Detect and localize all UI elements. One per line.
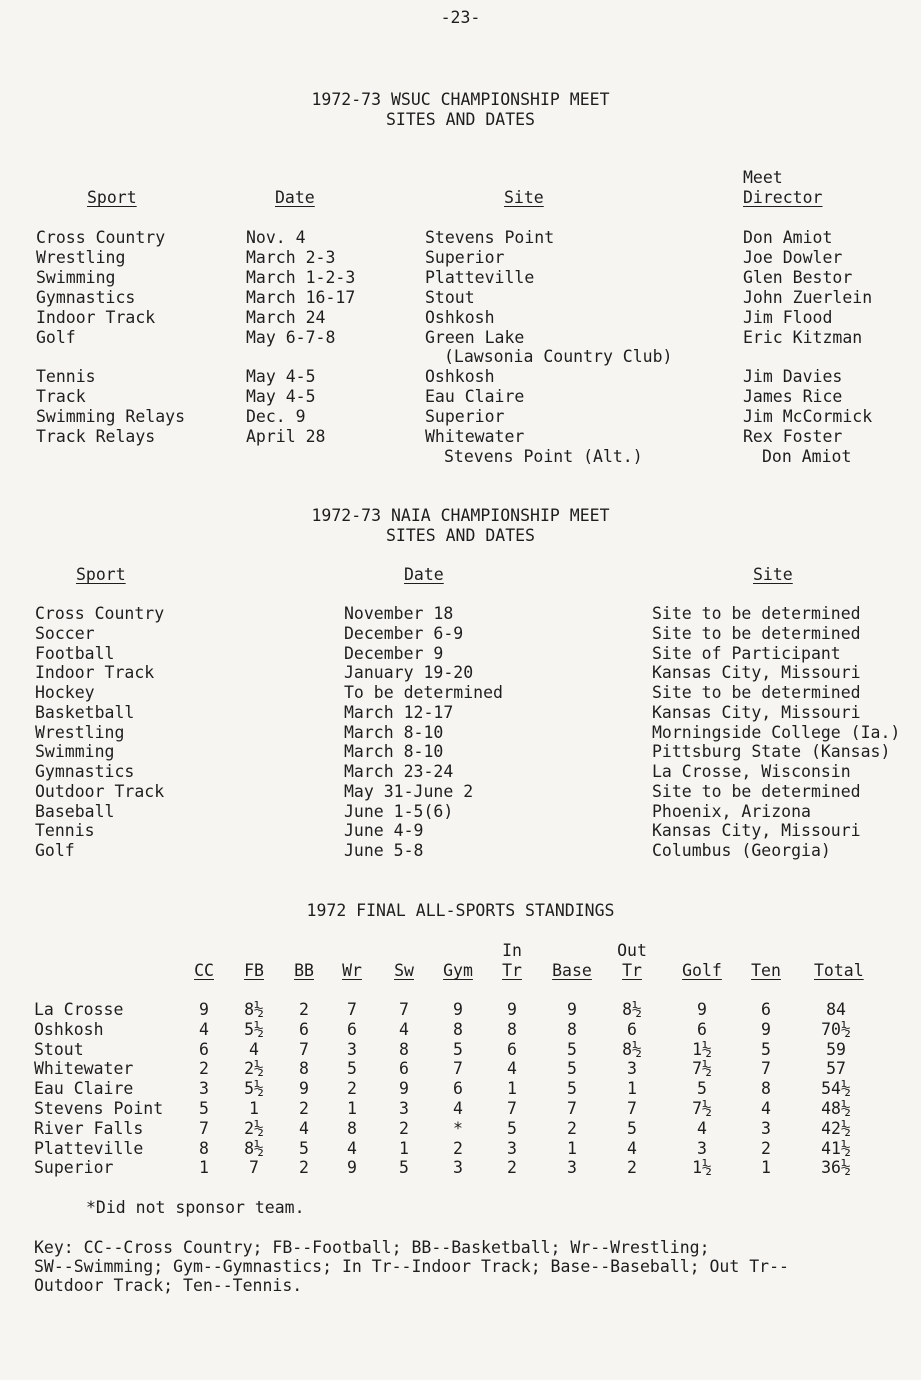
naia-sport-cell: Basketball bbox=[35, 702, 135, 722]
naia-site-cell: Site to be determined bbox=[652, 623, 861, 643]
wsuc-site-cell: Superior bbox=[425, 247, 505, 267]
score-cell: 5 bbox=[627, 1118, 637, 1138]
score-cell: 5 bbox=[567, 1039, 577, 1059]
score-cell: 7 bbox=[761, 1059, 771, 1079]
score-cell: 5 bbox=[347, 1059, 357, 1079]
score-cell: 7½ bbox=[692, 1099, 712, 1118]
score-cell: 6 bbox=[453, 1079, 463, 1099]
naia-date-cell: December 9 bbox=[344, 643, 444, 663]
score-cell: 9 bbox=[761, 1019, 771, 1039]
score-cell: 6 bbox=[627, 1019, 637, 1039]
wsuc-director-cell: Eric Kitzman bbox=[743, 327, 863, 347]
wsuc-subtitle: SITES AND DATES bbox=[385, 110, 535, 129]
wsuc-sport-cell: Golf bbox=[36, 327, 76, 347]
wsuc-site-cell: Whitewater bbox=[425, 427, 525, 446]
wsuc-date-cell: March 24 bbox=[246, 307, 326, 327]
wsuc-director-cell: Glen Bestor bbox=[743, 267, 853, 287]
score-cell: 1½ bbox=[692, 1039, 712, 1059]
wsuc-sport-cell: Swimming Relays bbox=[36, 407, 186, 427]
naia-header-date: Date bbox=[404, 565, 444, 584]
score-cell: 7 bbox=[627, 1099, 637, 1118]
standings-header-top: Out bbox=[617, 941, 647, 960]
table-row bbox=[0, 308, 921, 328]
score-cell: 3 bbox=[399, 1099, 409, 1118]
standings-header: BB bbox=[294, 961, 314, 980]
wsuc-date-cell: Dec. 9 bbox=[246, 407, 306, 427]
naia-date-cell: March 23-24 bbox=[344, 762, 454, 781]
score-cell: 59 bbox=[826, 1039, 846, 1059]
standings-header: Gym bbox=[443, 961, 473, 980]
score-cell: 1 bbox=[399, 1138, 409, 1158]
table-row bbox=[0, 1000, 921, 1020]
standings-header: CC bbox=[194, 961, 214, 980]
score-cell: 3 bbox=[761, 1118, 771, 1138]
wsuc-date-cell: May 4-5 bbox=[246, 387, 316, 407]
score-cell: 8½ bbox=[244, 1138, 264, 1158]
table-row bbox=[0, 367, 921, 387]
wsuc-sport-cell: Track bbox=[36, 387, 86, 407]
naia-header-sport: Sport bbox=[76, 565, 126, 584]
score-cell: 1 bbox=[627, 1079, 637, 1099]
naia-site-cell: Columbus (Georgia) bbox=[652, 841, 831, 860]
score-cell: 84 bbox=[826, 1000, 846, 1019]
score-cell: * bbox=[453, 1118, 463, 1138]
score-cell: 4 bbox=[507, 1059, 517, 1079]
score-cell: 3 bbox=[199, 1079, 209, 1099]
wsuc-director-cell: Don Amiot bbox=[743, 228, 833, 247]
school-name: Superior bbox=[34, 1158, 114, 1178]
standings-header: Sw bbox=[394, 961, 414, 980]
score-cell: 3 bbox=[347, 1039, 357, 1059]
table-row bbox=[0, 1158, 921, 1178]
naia-sport-cell: Wrestling bbox=[35, 722, 125, 742]
score-cell: 6 bbox=[399, 1059, 409, 1079]
table-row bbox=[0, 387, 921, 407]
naia-subtitle: SITES AND DATES bbox=[385, 526, 535, 545]
score-cell: 9 bbox=[399, 1079, 409, 1099]
score-cell: 1 bbox=[347, 1099, 357, 1118]
wsuc-sport-cell: Tennis bbox=[36, 367, 96, 387]
naia-date-cell: January 19-20 bbox=[344, 663, 474, 683]
naia-date-cell: March 8-10 bbox=[344, 742, 444, 762]
score-cell: 7 bbox=[249, 1158, 259, 1178]
school-name: Eau Claire bbox=[34, 1079, 134, 1099]
score-cell: 5½ bbox=[244, 1019, 264, 1039]
key-line-2: SW--Swimming; Gym--Gymnastics; In Tr--Indoor Track; Base--Baseball; Out Tr-- bbox=[34, 1257, 789, 1276]
table-row bbox=[0, 644, 921, 664]
table-row bbox=[0, 762, 921, 782]
naia-site-cell: Kansas City, Missouri bbox=[652, 663, 861, 683]
score-cell: 1 bbox=[567, 1138, 577, 1158]
score-cell: 48½ bbox=[821, 1099, 851, 1118]
score-cell: 8 bbox=[507, 1019, 517, 1039]
score-cell: 6 bbox=[697, 1019, 707, 1039]
wsuc-date-cell: March 2-3 bbox=[246, 247, 336, 267]
table-row bbox=[0, 1099, 921, 1119]
score-cell: 7 bbox=[399, 1000, 409, 1019]
school-name: River Falls bbox=[34, 1118, 144, 1138]
wsuc-header-date: Date bbox=[275, 188, 315, 207]
score-cell: 6 bbox=[347, 1019, 357, 1039]
naia-date-cell: December 6-9 bbox=[344, 623, 464, 643]
naia-site-cell: Kansas City, Missouri bbox=[652, 702, 861, 722]
naia-sport-cell: Swimming bbox=[35, 742, 115, 762]
score-cell: 4 bbox=[761, 1099, 771, 1118]
table-row bbox=[0, 1079, 921, 1099]
score-cell: 9 bbox=[697, 1000, 707, 1019]
naia-site-cell: Morningside College (Ia.) bbox=[652, 722, 901, 742]
wsuc-sport-cell: Track Relays bbox=[36, 427, 156, 446]
table-row bbox=[0, 1020, 921, 1040]
naia-site-cell: Site of Participant bbox=[652, 643, 841, 663]
standings-header: Wr bbox=[342, 961, 362, 980]
score-cell: 2 bbox=[627, 1158, 637, 1178]
score-cell: 9 bbox=[507, 1000, 517, 1019]
key-line-1: Key: CC--Cross Country; FB--Football; BB--Basketball; Wr--Wrestling; bbox=[34, 1238, 710, 1257]
wsuc-sport-cell: Gymnastics bbox=[36, 287, 136, 307]
score-cell: 8 bbox=[399, 1039, 409, 1059]
table-row bbox=[0, 347, 921, 367]
naia-title: 1972-73 NAIA CHAMPIONSHIP MEET bbox=[311, 506, 610, 525]
naia-sport-cell: Football bbox=[35, 643, 115, 663]
naia-sport-cell: Baseball bbox=[35, 801, 115, 821]
score-cell: 2 bbox=[299, 1158, 309, 1178]
score-cell: 1 bbox=[249, 1099, 259, 1118]
naia-date-cell: March 12-17 bbox=[344, 702, 454, 722]
score-cell: 4 bbox=[347, 1138, 357, 1158]
score-cell: 8 bbox=[199, 1138, 209, 1158]
score-cell: 6 bbox=[507, 1039, 517, 1059]
naia-date-cell: November 18 bbox=[344, 604, 454, 623]
score-cell: 7 bbox=[507, 1099, 517, 1118]
wsuc-date-cell: March 1-2-3 bbox=[246, 267, 356, 287]
score-cell: 7 bbox=[453, 1059, 463, 1079]
wsuc-title: 1972-73 WSUC CHAMPIONSHIP MEET bbox=[311, 90, 610, 109]
naia-date-cell: To be determined bbox=[344, 683, 503, 702]
standings-title: 1972 FINAL ALL-SPORTS STANDINGS bbox=[306, 901, 615, 920]
naia-site-cell: Site to be determined bbox=[652, 604, 861, 623]
score-cell: 7 bbox=[347, 1000, 357, 1019]
wsuc-site-cell: Stout bbox=[425, 287, 475, 307]
score-cell: 9 bbox=[567, 1000, 577, 1019]
score-cell: 5 bbox=[299, 1138, 309, 1158]
score-cell: 2 bbox=[567, 1118, 577, 1138]
wsuc-sport-cell: Indoor Track bbox=[36, 307, 156, 327]
score-cell: 1 bbox=[507, 1079, 517, 1099]
table-row bbox=[0, 427, 921, 447]
naia-date-cell: June 4-9 bbox=[344, 821, 424, 841]
table-row bbox=[0, 782, 921, 802]
school-name: La Crosse bbox=[34, 1000, 124, 1019]
score-cell: 6 bbox=[299, 1019, 309, 1039]
score-cell: 2 bbox=[299, 1000, 309, 1019]
table-row bbox=[0, 624, 921, 644]
table-row bbox=[0, 821, 921, 841]
score-cell: 2 bbox=[199, 1059, 209, 1079]
naia-header-site: Site bbox=[753, 565, 793, 584]
standings-header: Total bbox=[814, 961, 864, 980]
table-row bbox=[0, 288, 921, 308]
score-cell: 41½ bbox=[821, 1138, 851, 1158]
table-row bbox=[0, 683, 921, 703]
score-cell: 8½ bbox=[622, 1000, 642, 1019]
score-cell: 6 bbox=[761, 1000, 771, 1019]
score-cell: 2 bbox=[399, 1118, 409, 1138]
wsuc-director-cell: Jim Flood bbox=[743, 307, 833, 327]
score-cell: 4 bbox=[627, 1138, 637, 1158]
standings-header-top: In bbox=[502, 941, 522, 960]
school-name: Stout bbox=[34, 1039, 84, 1059]
wsuc-header-director-top: Meet bbox=[743, 168, 783, 187]
naia-date-cell: March 8-10 bbox=[344, 722, 444, 742]
table-row bbox=[0, 1040, 921, 1060]
score-cell: 8½ bbox=[622, 1039, 642, 1059]
score-cell: 5 bbox=[567, 1059, 577, 1079]
naia-sport-cell: Gymnastics bbox=[35, 762, 135, 781]
wsuc-director-cell: Don Amiot bbox=[762, 446, 852, 466]
school-name: Oshkosh bbox=[34, 1019, 104, 1039]
table-row bbox=[0, 268, 921, 288]
naia-site-cell: Site to be determined bbox=[652, 683, 861, 702]
score-cell: 3 bbox=[507, 1138, 517, 1158]
wsuc-date-cell: March 16-17 bbox=[246, 287, 356, 307]
school-name: Platteville bbox=[34, 1138, 144, 1158]
score-cell: 4 bbox=[697, 1118, 707, 1138]
naia-sport-cell: Indoor Track bbox=[35, 663, 155, 683]
table-row bbox=[0, 248, 921, 268]
score-cell: 5½ bbox=[244, 1079, 264, 1099]
naia-sport-cell: Soccer bbox=[35, 623, 95, 643]
table-row bbox=[0, 703, 921, 723]
score-cell: 3 bbox=[697, 1138, 707, 1158]
naia-sport-cell: Outdoor Track bbox=[35, 781, 165, 801]
standings-header: Base bbox=[552, 961, 592, 980]
wsuc-date-cell: May 4-5 bbox=[246, 367, 316, 387]
wsuc-sport-cell: Swimming bbox=[36, 267, 116, 287]
score-cell: 2 bbox=[761, 1138, 771, 1158]
wsuc-site-cell: Oshkosh bbox=[425, 367, 495, 387]
score-cell: 2½ bbox=[244, 1118, 264, 1138]
score-cell: 3 bbox=[627, 1059, 637, 1079]
school-name: Stevens Point bbox=[34, 1099, 164, 1118]
table-row bbox=[0, 228, 921, 248]
score-cell: 7 bbox=[567, 1099, 577, 1118]
score-cell: 5 bbox=[453, 1039, 463, 1059]
score-cell: 2½ bbox=[244, 1059, 264, 1079]
standings-header: FB bbox=[244, 961, 264, 980]
table-row bbox=[0, 1139, 921, 1159]
score-cell: 2 bbox=[347, 1079, 357, 1099]
naia-site-cell: Kansas City, Missouri bbox=[652, 821, 861, 841]
score-cell: 8 bbox=[761, 1079, 771, 1099]
wsuc-date-cell: Nov. 4 bbox=[246, 228, 306, 247]
naia-date-cell: June 5-8 bbox=[344, 841, 424, 860]
page-number: -23- bbox=[440, 8, 481, 27]
key-line-3: Outdoor Track; Ten--Tennis. bbox=[34, 1276, 303, 1295]
wsuc-director-cell: Joe Dowler bbox=[743, 247, 843, 267]
wsuc-director-cell: James Rice bbox=[743, 387, 843, 407]
naia-site-cell: Site to be determined bbox=[652, 781, 861, 801]
wsuc-director-cell: John Zuerlein bbox=[743, 287, 873, 307]
score-cell: 1 bbox=[199, 1158, 209, 1178]
score-cell: 2 bbox=[507, 1158, 517, 1178]
school-name: Whitewater bbox=[34, 1059, 134, 1079]
score-cell: 9 bbox=[199, 1000, 209, 1019]
score-cell: 6 bbox=[199, 1039, 209, 1059]
wsuc-director-cell: Jim Davies bbox=[743, 367, 843, 387]
score-cell: 9 bbox=[453, 1000, 463, 1019]
score-cell: 42½ bbox=[821, 1118, 851, 1138]
table-row bbox=[0, 742, 921, 762]
score-cell: 8 bbox=[347, 1118, 357, 1138]
naia-sport-cell: Golf bbox=[35, 841, 75, 860]
score-cell: 70½ bbox=[821, 1019, 851, 1039]
wsuc-sport-cell: Wrestling bbox=[36, 247, 126, 267]
table-row bbox=[0, 447, 921, 467]
wsuc-site-cell: Stevens Point (Alt.) bbox=[444, 446, 643, 466]
standings-header: Tr bbox=[622, 961, 642, 980]
score-cell: 54½ bbox=[821, 1079, 851, 1099]
table-row bbox=[0, 407, 921, 427]
table-row bbox=[0, 802, 921, 822]
standings-header: Tr bbox=[502, 961, 522, 980]
score-cell: 7 bbox=[199, 1118, 209, 1138]
table-row bbox=[0, 841, 921, 861]
wsuc-header-site: Site bbox=[504, 188, 544, 207]
wsuc-header-director: Director bbox=[743, 188, 823, 207]
naia-sport-cell: Tennis bbox=[35, 821, 95, 841]
naia-site-cell: Phoenix, Arizona bbox=[652, 801, 811, 821]
score-cell: 5 bbox=[761, 1039, 771, 1059]
naia-sport-cell: Cross Country bbox=[35, 604, 165, 623]
wsuc-site-cell: (Lawsonia Country Club) bbox=[444, 347, 673, 367]
naia-site-cell: La Crosse, Wisconsin bbox=[652, 762, 851, 781]
score-cell: 8 bbox=[453, 1019, 463, 1039]
wsuc-site-cell: Eau Claire bbox=[425, 387, 525, 407]
wsuc-header-sport: Sport bbox=[87, 188, 137, 207]
naia-date-cell: June 1-5(6) bbox=[344, 801, 454, 821]
wsuc-director-cell: Rex Foster bbox=[743, 427, 843, 446]
score-cell: 8 bbox=[299, 1059, 309, 1079]
score-cell: 9 bbox=[299, 1079, 309, 1099]
score-cell: 7 bbox=[299, 1039, 309, 1059]
score-cell: 4 bbox=[199, 1019, 209, 1039]
wsuc-site-cell: Platteville bbox=[425, 267, 535, 287]
table-row bbox=[0, 328, 921, 348]
score-cell: 8½ bbox=[244, 1000, 264, 1019]
naia-date-cell: May 31-June 2 bbox=[344, 781, 474, 801]
table-row bbox=[0, 1119, 921, 1139]
score-cell: 2 bbox=[453, 1138, 463, 1158]
score-cell: 36½ bbox=[821, 1158, 851, 1178]
score-cell: 4 bbox=[249, 1039, 259, 1059]
score-cell: 8 bbox=[567, 1019, 577, 1039]
wsuc-date-cell: May 6-7-8 bbox=[246, 327, 336, 347]
score-cell: 4 bbox=[399, 1019, 409, 1039]
table-row bbox=[0, 1059, 921, 1079]
score-cell: 4 bbox=[453, 1099, 463, 1118]
wsuc-site-cell: Stevens Point bbox=[425, 228, 555, 247]
score-cell: 4 bbox=[299, 1118, 309, 1138]
score-cell: 5 bbox=[507, 1118, 517, 1138]
score-cell: 57 bbox=[826, 1059, 846, 1079]
wsuc-site-cell: Oshkosh bbox=[425, 307, 495, 327]
standings-header: Ten bbox=[751, 961, 781, 980]
wsuc-site-cell: Green Lake bbox=[425, 327, 525, 347]
wsuc-date-cell: April 28 bbox=[246, 427, 326, 446]
naia-site-cell: Pittsburg State (Kansas) bbox=[652, 742, 891, 762]
score-cell: 5 bbox=[399, 1158, 409, 1178]
score-cell: 3 bbox=[567, 1158, 577, 1178]
wsuc-sport-cell: Cross Country bbox=[36, 228, 166, 247]
score-cell: 5 bbox=[567, 1079, 577, 1099]
score-cell: 9 bbox=[347, 1158, 357, 1178]
wsuc-director-cell: Jim McCormick bbox=[743, 407, 873, 427]
footnote: *Did not sponsor team. bbox=[86, 1198, 305, 1217]
score-cell: 5 bbox=[697, 1079, 707, 1099]
table-row bbox=[0, 604, 921, 624]
standings-header: Golf bbox=[682, 961, 722, 980]
score-cell: 7½ bbox=[692, 1059, 712, 1079]
table-row bbox=[0, 663, 921, 683]
table-row bbox=[0, 723, 921, 743]
score-cell: 2 bbox=[299, 1099, 309, 1118]
score-cell: 1 bbox=[761, 1158, 771, 1178]
naia-sport-cell: Hockey bbox=[35, 683, 95, 702]
wsuc-site-cell: Superior bbox=[425, 407, 505, 427]
score-cell: 1½ bbox=[692, 1158, 712, 1178]
score-cell: 5 bbox=[199, 1099, 209, 1118]
score-cell: 3 bbox=[453, 1158, 463, 1178]
